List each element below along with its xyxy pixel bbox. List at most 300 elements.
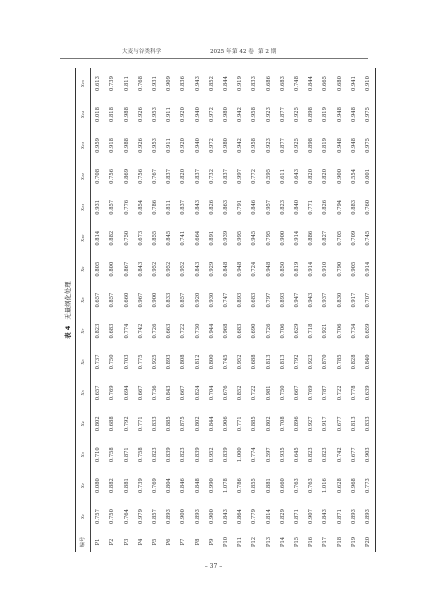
table-cell: 0.914 <box>308 261 315 277</box>
table-cell: 0.843 <box>194 199 201 215</box>
table-cell: 0.833 <box>166 292 173 308</box>
table-cell: 0.802 <box>194 416 201 432</box>
table-row <box>205 68 219 552</box>
table-cell: 0.972 <box>208 107 215 122</box>
table-cell: 0.927 <box>308 416 315 432</box>
table-cell: 0.734 <box>350 323 357 339</box>
table-cell: 0.871 <box>336 509 343 524</box>
table-cell: 0.958 <box>251 138 258 153</box>
table-cell: 1.000 <box>237 447 244 463</box>
table-cell: 0.920 <box>180 138 187 153</box>
table-cell: 0.925 <box>152 354 159 370</box>
table-cell: 0.667 <box>180 385 187 401</box>
table-cell: 0.657 <box>95 385 102 401</box>
table-cell: 0.893 <box>365 509 372 524</box>
table-cell: 0.877 <box>279 107 286 122</box>
table-cell: 0.857 <box>180 292 187 308</box>
table-header-row <box>76 68 91 552</box>
column-header-5: x₅ <box>76 377 91 408</box>
table-cell: 0.843 <box>322 509 329 524</box>
table-cell: 0.910 <box>365 76 372 91</box>
table-cell: 0.595 <box>265 168 272 184</box>
row-id-cell: P3 <box>123 538 130 546</box>
table-cell: 0.758 <box>109 447 116 463</box>
column-header-15: x₁₅ <box>76 68 91 99</box>
table-cell: 0.786 <box>152 199 159 215</box>
table-cell: 0.975 <box>365 107 372 122</box>
table-cell: 0.730 <box>194 323 201 339</box>
table-cell: 0.786 <box>237 478 244 494</box>
table-cell: 0.952 <box>208 447 215 463</box>
table-cell: 0.952 <box>237 354 244 370</box>
table-cell: 0.741 <box>180 230 187 246</box>
table-cell: 0.818 <box>109 107 116 122</box>
table-cell: 0.898 <box>308 138 315 153</box>
row-id-cell: P7 <box>180 538 187 546</box>
table-cell: 0.911 <box>166 107 173 122</box>
column-header-id: 编号 <box>76 532 91 552</box>
table-cell: 0.877 <box>279 138 286 153</box>
table-row <box>262 68 276 552</box>
table-cell: 0.914 <box>365 261 372 277</box>
table-cell: 0.710 <box>95 447 102 463</box>
table-cell: 0.990 <box>208 478 215 494</box>
table-cell: 0.707 <box>365 292 372 308</box>
table-cell: 0.940 <box>194 138 201 153</box>
table-cell: 0.639 <box>365 385 372 401</box>
table-cell: 0.914 <box>294 230 301 246</box>
table-cell: 0.919 <box>237 76 244 91</box>
table-cell: 0.645 <box>294 447 301 463</box>
table-cell: 0.805 <box>95 261 102 277</box>
table-cell: 0.980 <box>223 107 230 122</box>
table-cell: 0.881 <box>265 478 272 494</box>
column-header-1: x₁ <box>76 501 91 532</box>
table-cell: 0.018 <box>95 107 102 122</box>
table-cell: 0.804 <box>166 478 173 494</box>
table-cell: 0.664 <box>194 230 201 246</box>
table-cell: 0.958 <box>251 107 258 122</box>
table-row <box>91 68 106 552</box>
table-cell: 0.948 <box>237 261 244 277</box>
table-row <box>120 68 134 552</box>
table-cell: 0.722 <box>336 385 343 401</box>
table-row <box>290 68 304 552</box>
table-cell: 0.794 <box>336 199 343 215</box>
table-row <box>233 68 247 552</box>
table-cell: 0.840 <box>294 199 301 215</box>
table-cell: 0.001 <box>365 168 372 184</box>
table-cell: 0.820 <box>308 168 315 184</box>
table-cell: 0.926 <box>137 138 144 153</box>
table-cell: 0.676 <box>223 385 230 401</box>
table-cell: 0.659 <box>365 323 372 339</box>
table-cell: 0.724 <box>251 261 258 277</box>
table-cell: 0.844 <box>308 76 315 91</box>
table-cell: 0.885 <box>251 416 258 432</box>
table-cell: 0.941 <box>350 76 357 91</box>
table-cell: 0.837 <box>166 168 173 184</box>
table-cell: 0.850 <box>279 261 286 277</box>
table-cell: 0.769 <box>152 478 159 494</box>
table-cell: 0.823 <box>180 447 187 463</box>
table-cell: 0.952 <box>180 261 187 277</box>
table-cell: 0.917 <box>322 416 329 432</box>
column-header-12: x₁₂ <box>76 161 91 192</box>
table-cell: 0.975 <box>365 138 372 153</box>
column-header-3: x₃ <box>76 439 91 470</box>
journal-year: 2025 年 <box>210 49 232 55</box>
table-container <box>62 68 370 552</box>
table-cell: 0.891 <box>208 230 215 246</box>
table-cell: 0.885 <box>166 416 173 432</box>
table-cell: 0.686 <box>265 76 272 91</box>
column-header-4: x₄ <box>76 408 91 439</box>
row-id-cell: P8 <box>194 538 201 546</box>
table-cell: 0.820 <box>180 168 187 184</box>
table-cell: 0.906 <box>223 416 230 432</box>
table-cell: 0.750 <box>109 509 116 524</box>
table-cell: 0.979 <box>137 509 144 524</box>
table-cell: 0.948 <box>336 107 343 122</box>
table-cell: 0.843 <box>137 261 144 277</box>
table-row <box>361 68 376 552</box>
column-header-10: x₁₀ <box>76 223 91 254</box>
table-cell: 0.785 <box>336 354 343 370</box>
table-cell: 0.900 <box>152 292 159 308</box>
table-cell: 0.952 <box>166 261 173 277</box>
row-id-cell: P18 <box>336 536 343 548</box>
table-cell: 0.683 <box>109 323 116 339</box>
table-cell: 0.926 <box>137 107 144 122</box>
table-cell: 1.016 <box>322 478 329 494</box>
table-cell: 0.944 <box>208 323 215 339</box>
column-header-11: x₁₁ <box>76 192 91 223</box>
table-cell: 0.883 <box>350 199 357 215</box>
table-cell: 0.706 <box>279 323 286 339</box>
table-cell: 0.814 <box>95 230 102 246</box>
table-cell: 0.797 <box>265 292 272 308</box>
table-cell: 0.857 <box>109 199 116 215</box>
table-cell: 0.812 <box>194 354 201 370</box>
table-cell: 0.736 <box>152 385 159 401</box>
table-cell: 0.839 <box>223 447 230 463</box>
table-cell: 0.925 <box>294 138 301 153</box>
table-cell: 0.080 <box>95 478 102 494</box>
table-cell: 0.756 <box>137 168 144 184</box>
table-cell: 0.791 <box>237 199 244 215</box>
table-cell: 0.775 <box>137 354 144 370</box>
table-cell: 0.959 <box>95 138 102 153</box>
table-cell: 0.848 <box>223 261 230 277</box>
table-cell: 0.855 <box>152 230 159 246</box>
table-cell: 0.813 <box>350 416 357 432</box>
table-cell: 0.792 <box>123 416 130 432</box>
table-cell: 0.663 <box>166 323 173 339</box>
table-row <box>105 68 119 552</box>
table-cell: 0.893 <box>194 509 201 524</box>
table-cell: 0.923 <box>265 138 272 153</box>
table-caption <box>62 68 75 552</box>
table-cell: 0.742 <box>336 447 343 463</box>
table-cell: 0.773 <box>365 478 372 494</box>
table-cell: 0.709 <box>350 230 357 246</box>
table-cell: 0.774 <box>123 323 130 339</box>
table-cell: 0.930 <box>208 292 215 308</box>
table-cell: 0.772 <box>251 168 258 184</box>
rotated-table <box>62 68 370 552</box>
table-cell: 0.925 <box>294 107 301 122</box>
table-cell: 0.967 <box>137 292 144 308</box>
table-row <box>333 68 347 552</box>
table-cell: 0.779 <box>251 509 258 524</box>
journal-volume: 第 42 卷 <box>232 49 254 55</box>
table-cell: 0.900 <box>180 509 187 524</box>
table-cell: 0.677 <box>350 447 357 463</box>
table-cell: 0.628 <box>336 478 343 494</box>
table-cell: 0.706 <box>336 323 343 339</box>
table-cell: 0.968 <box>223 323 230 339</box>
table-cell: 0.848 <box>194 478 201 494</box>
table-cell: 0.769 <box>308 385 315 401</box>
table-cell: 0.852 <box>237 385 244 401</box>
row-id-cell: P4 <box>137 538 144 546</box>
table-cell: 0.771 <box>308 199 315 215</box>
table-row <box>347 68 361 552</box>
table-cell: 0.657 <box>95 292 102 308</box>
table-row <box>176 68 190 552</box>
table-cell: 0.792 <box>294 354 301 370</box>
table-cell: 0.776 <box>123 199 130 215</box>
table-cell: 0.918 <box>109 138 116 153</box>
table-cell: 0.771 <box>237 416 244 432</box>
table-cell: 0.683 <box>279 76 286 91</box>
table-cell: 0.882 <box>109 478 116 494</box>
table-cell: 0.943 <box>194 76 201 91</box>
running-header <box>0 47 427 57</box>
row-id-cell: P13 <box>265 536 272 548</box>
table-cell: 0.757 <box>95 509 102 524</box>
table-cell: 0.845 <box>166 230 173 246</box>
table-cell: 0.829 <box>279 509 286 524</box>
table-cell: 0.629 <box>294 323 301 339</box>
table-cell: 0.836 <box>180 76 187 91</box>
table-cell: 0.611 <box>279 168 286 184</box>
table-row <box>219 68 233 552</box>
table-cell: 0.823 <box>322 447 329 463</box>
table-cell: 0.854 <box>137 199 144 215</box>
column-header-2: x₂ <box>76 470 91 501</box>
table-cell: 0.811 <box>166 199 173 215</box>
table-cell: 0.857 <box>109 292 116 308</box>
table-row <box>276 68 290 552</box>
table-cell: 0.758 <box>137 447 144 463</box>
table-cell: 0.748 <box>294 76 301 91</box>
table-cell: 0.917 <box>350 292 357 308</box>
column-header-14: x₁₄ <box>76 99 91 130</box>
page-number: – 37 – <box>204 563 223 570</box>
table-cell: 0.937 <box>322 292 329 308</box>
table-cell: 0.896 <box>294 416 301 432</box>
table-row <box>191 68 205 552</box>
table-cell: 0.910 <box>322 261 329 277</box>
column-header-8: x₈ <box>76 285 91 316</box>
table-cell: 0.875 <box>180 416 187 432</box>
table-cell: 0.787 <box>322 385 329 401</box>
table-cell: 0.747 <box>223 292 230 308</box>
table-cell: 0.893 <box>237 292 244 308</box>
table-cell: 0.846 <box>251 199 258 215</box>
table-cell: 0.827 <box>322 230 329 246</box>
table-cell: 1.078 <box>223 478 230 494</box>
journal-name: 大麦与谷类科学 <box>122 49 162 55</box>
table-cell: 0.886 <box>308 230 315 246</box>
table-cell: 0.995 <box>237 230 244 246</box>
table-cell: 0.767 <box>152 168 159 184</box>
table-cell: 0.768 <box>137 76 144 91</box>
table-cell: 0.909 <box>166 76 173 91</box>
row-id-cell: P2 <box>109 538 116 546</box>
table-cell: 0.826 <box>322 199 329 215</box>
table-row <box>318 68 332 552</box>
table-cell: 0.824 <box>194 385 201 401</box>
column-header-9: x₉ <box>76 254 91 285</box>
table-row <box>162 68 176 552</box>
table-cell: 0.852 <box>208 76 215 91</box>
table-cell: 0.920 <box>194 292 201 308</box>
table-cell: 0.745 <box>223 354 230 370</box>
table-cell: 0.857 <box>152 509 159 524</box>
row-id-cell: P9 <box>208 538 215 546</box>
table-cell: 0.828 <box>350 354 357 370</box>
table-cell: 0.708 <box>279 416 286 432</box>
table-cell: 0.893 <box>166 509 173 524</box>
row-id-cell: P5 <box>152 538 159 546</box>
table-cell: 0.940 <box>194 107 201 122</box>
table-cell: 0.843 <box>194 261 201 277</box>
table-cell: 0.981 <box>265 385 272 401</box>
table-cell: 0.750 <box>279 385 286 401</box>
table-cell: 0.769 <box>109 385 116 401</box>
table-cell: 0.935 <box>279 447 286 463</box>
table-cell: 0.680 <box>336 76 343 91</box>
table-cell: 0.833 <box>251 76 258 91</box>
column-header-6: x₆ <box>76 346 91 377</box>
table-cell: 0.869 <box>123 168 130 184</box>
table-cell: 0.800 <box>208 354 215 370</box>
column-header-7: x₇ <box>76 316 91 347</box>
table-cell: 0.830 <box>336 292 343 308</box>
table-cell: 0.905 <box>350 261 357 277</box>
table-cell: 0.811 <box>123 76 130 91</box>
row-id-cell: P16 <box>308 536 315 548</box>
table-caption-title: 无量纲化处理 <box>64 281 72 320</box>
table-cell: 0.837 <box>194 168 201 184</box>
table-cell: 0.871 <box>294 509 301 524</box>
table-cell: 0.808 <box>180 354 187 370</box>
table-cell: 0.846 <box>180 478 187 494</box>
table-cell: 0.739 <box>109 76 116 91</box>
table-cell: 0.952 <box>152 261 159 277</box>
table-cell: 0.911 <box>166 138 173 153</box>
table-row <box>134 68 148 552</box>
table-cell: 0.948 <box>350 107 357 122</box>
table-cell: 0.840 <box>365 354 372 370</box>
table-cell: 0.665 <box>322 76 329 91</box>
table-cell: 0.931 <box>152 76 159 91</box>
table-cell: 0.778 <box>350 385 357 401</box>
table-caption-number: 表 4 <box>64 325 72 339</box>
table-cell: 0.843 <box>166 385 173 401</box>
table-cell: 0.823 <box>279 199 286 215</box>
table-cell: 0.597 <box>265 447 272 463</box>
table-cell: 0.737 <box>95 354 102 370</box>
table-cell: 0.942 <box>237 138 244 153</box>
table-cell: 0.893 <box>350 509 357 524</box>
journal-issue: 第 2 期 <box>258 49 277 55</box>
table-cell: 0.947 <box>294 292 301 308</box>
table-cell: 0.819 <box>294 261 301 277</box>
table-cell: 0.677 <box>336 416 343 432</box>
table-cell: 0.718 <box>308 323 315 339</box>
table-cell: 0.900 <box>208 509 215 524</box>
table-cell: 0.980 <box>223 138 230 153</box>
table-cell: 0.839 <box>166 447 173 463</box>
table-cell: 0.708 <box>95 168 102 184</box>
table-cell: 0.882 <box>109 230 116 246</box>
table-cell: 0.688 <box>251 354 258 370</box>
table-cell: 0.929 <box>208 261 215 277</box>
table-cell: 0.823 <box>308 447 315 463</box>
table-cell: 0.813 <box>279 354 286 370</box>
table-cell: 0.771 <box>137 416 144 432</box>
table-cell: 0.871 <box>123 447 130 463</box>
table-cell: 0.988 <box>123 138 130 153</box>
table-cell: 0.957 <box>265 199 272 215</box>
row-id-cell: P17 <box>322 536 329 548</box>
table-cell: 0.745 <box>365 230 372 246</box>
header-rule <box>60 58 368 59</box>
table-cell: 0.613 <box>95 76 102 91</box>
table-cell: 0.953 <box>152 107 159 122</box>
table-cell: 0.907 <box>308 509 315 524</box>
table-cell: 0.893 <box>166 354 173 370</box>
table-cell: 0.763 <box>308 478 315 494</box>
table-cell: 0.945 <box>251 230 258 246</box>
table-cell: 0.900 <box>336 168 343 184</box>
table-cell: 0.833 <box>152 416 159 432</box>
table-cell: 0.703 <box>123 354 130 370</box>
table-cell: 0.660 <box>123 292 130 308</box>
table-cell: 0.948 <box>265 261 272 277</box>
row-id-cell: P12 <box>251 536 258 548</box>
table-cell: 0.837 <box>223 168 230 184</box>
table-row <box>148 68 162 552</box>
table-cell: 0.813 <box>265 354 272 370</box>
table-cell: 0.823 <box>152 447 159 463</box>
table-cell: 0.843 <box>223 509 230 524</box>
table-cell: 0.903 <box>365 447 372 463</box>
table-cell: 0.923 <box>308 354 315 370</box>
row-id-cell: P14 <box>279 536 286 548</box>
table-cell: 0.726 <box>152 323 159 339</box>
table-cell: 0.900 <box>279 230 286 246</box>
table-cell: 0.988 <box>123 107 130 122</box>
table-cell: 0.863 <box>223 199 230 215</box>
table-cell: 0.774 <box>251 447 258 463</box>
table-cell: 0.667 <box>137 385 144 401</box>
table-cell: 0.660 <box>279 478 286 494</box>
